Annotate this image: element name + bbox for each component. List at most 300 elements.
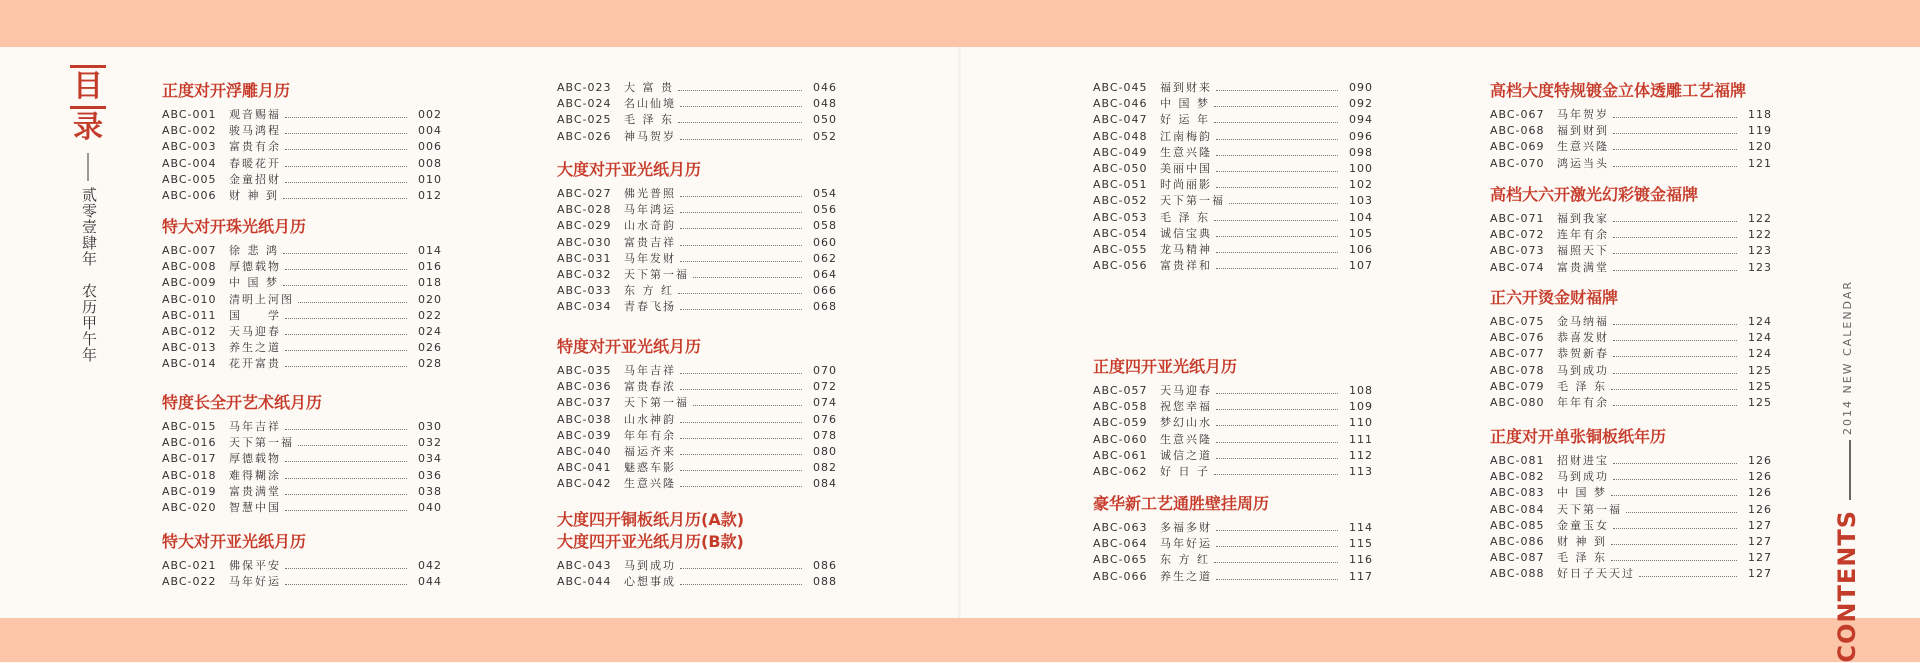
entry-code: ABC-040 [557, 444, 612, 458]
entry-code: ABC-057 [1093, 384, 1148, 397]
entry-page: 119 [1748, 124, 1772, 138]
toc-entry[interactable] [557, 283, 837, 299]
entry-page: 002 [418, 108, 442, 121]
dot-leader [1613, 324, 1737, 325]
entry-page: 088 [813, 575, 837, 589]
entry-page: 086 [813, 559, 837, 572]
dot-leader [285, 568, 407, 569]
entry-page: 127 [1748, 551, 1772, 565]
entry-code: ABC-029 [557, 219, 612, 233]
entry-code: ABC-067 [1490, 108, 1545, 121]
toc-entry[interactable] [162, 484, 442, 500]
entry-page: 125 [1748, 395, 1772, 409]
entry-name: 好日子天天过 [1557, 567, 1635, 581]
entry-name: 天下第一福 [624, 267, 689, 281]
section-heading: 大度四开亚光纸月历(B款) [557, 532, 744, 551]
toc-entry[interactable] [1490, 156, 1772, 172]
toc-entry[interactable] [162, 172, 442, 188]
toc-entry[interactable] [557, 267, 837, 283]
toc-entry[interactable] [557, 412, 837, 428]
entry-name: 名山仙境 [624, 97, 676, 111]
toc-entry[interactable] [1490, 346, 1772, 362]
toc-entry[interactable] [162, 259, 442, 275]
entry-code: ABC-049 [1093, 145, 1148, 159]
entry-name: 山水神韵 [624, 412, 676, 426]
entry-code: ABC-047 [1093, 113, 1148, 127]
entry-code: ABC-035 [557, 364, 612, 377]
entry-page: 056 [813, 203, 837, 217]
entry-name: 马年好运 [1160, 537, 1212, 551]
toc-entry[interactable] [162, 558, 442, 574]
toc-entry[interactable] [557, 251, 837, 267]
entry-page: 116 [1349, 553, 1373, 567]
dot-leader [1216, 546, 1338, 547]
entry-code: ABC-011 [162, 308, 217, 322]
toc-entry[interactable] [1093, 129, 1373, 145]
dot-leader [1611, 560, 1737, 561]
toc-entry[interactable] [1093, 415, 1373, 431]
entry-page: 042 [418, 559, 442, 572]
toc-entry[interactable] [1490, 260, 1772, 276]
entry-page: 062 [813, 251, 837, 265]
toc-entry[interactable] [1093, 569, 1373, 585]
entry-page: 126 [1748, 454, 1772, 467]
toc-entry[interactable] [1093, 177, 1373, 193]
section-heading: 特大对开珠光纸月历 [162, 217, 307, 236]
toc-entry[interactable] [1490, 139, 1772, 155]
toc-entry[interactable] [1490, 211, 1772, 227]
toc-entry[interactable] [1490, 395, 1772, 411]
toc-entry[interactable] [1490, 566, 1772, 582]
toc-entry[interactable] [1093, 520, 1373, 536]
entry-code: ABC-084 [1490, 502, 1545, 516]
entry-page: 046 [813, 81, 837, 94]
toc-entry[interactable] [1490, 363, 1772, 379]
toc-entry[interactable] [557, 428, 837, 444]
contents-mark [1827, 280, 1877, 663]
entry-code: ABC-042 [557, 477, 612, 491]
entry-name: 时尚丽影 [1160, 178, 1212, 192]
toc-entry[interactable] [162, 107, 442, 123]
entry-code: ABC-079 [1490, 379, 1545, 393]
entry-page: 058 [813, 219, 837, 233]
entry-code: ABC-025 [557, 113, 612, 127]
toc-entry[interactable] [557, 112, 837, 128]
toc-entry[interactable] [557, 574, 837, 590]
entry-name: 富贵满堂 [229, 484, 281, 498]
toc-entry[interactable] [1093, 258, 1373, 274]
entry-page: 004 [418, 124, 442, 138]
entry-name: 马年好运 [229, 575, 281, 589]
toc-title-mu: 目 [70, 65, 106, 109]
toc-entry[interactable] [162, 123, 442, 139]
section-heading: 大度对开亚光纸月历 [557, 160, 702, 179]
entry-page: 084 [813, 477, 837, 491]
entry-page: 124 [1748, 347, 1772, 361]
entry-name: 毛 泽 东 [1557, 551, 1607, 565]
entry-name: 佛保平安 [229, 559, 281, 572]
entry-code: ABC-005 [162, 172, 217, 186]
dot-leader [1613, 528, 1737, 529]
entry-page: 126 [1748, 502, 1772, 516]
entry-name: 厚德载物 [229, 452, 281, 466]
toc-entry[interactable] [557, 202, 837, 218]
toc-entry[interactable] [557, 558, 837, 574]
entry-list [1490, 107, 1772, 172]
entry-page: 098 [1349, 145, 1373, 159]
entry-name: 养生之道 [229, 341, 281, 355]
entry-list [1490, 453, 1772, 583]
entry-list [1093, 520, 1373, 585]
dot-leader [285, 182, 407, 183]
dot-leader [680, 373, 802, 374]
entry-page: 050 [813, 113, 837, 127]
entry-page: 122 [1748, 228, 1772, 242]
top-band [0, 0, 1920, 47]
calendar-label: 2014 NEW CALENDAR [1841, 280, 1854, 435]
dot-leader [285, 133, 407, 134]
entry-name: 富贵春浓 [624, 380, 676, 394]
entry-page: 012 [418, 188, 442, 202]
dot-leader [680, 245, 802, 246]
dot-leader [1216, 409, 1338, 410]
toc-entry[interactable] [162, 468, 442, 484]
entry-page: 052 [813, 129, 837, 143]
toc-entry[interactable] [557, 395, 837, 411]
entry-page: 121 [1748, 156, 1772, 170]
toc-entry[interactable] [162, 419, 442, 435]
toc-entry[interactable] [1490, 379, 1772, 395]
toc-entry[interactable] [1093, 145, 1373, 161]
entry-page: 028 [418, 357, 442, 371]
section-heading: 豪华新工艺通胜壁挂周历 [1093, 494, 1270, 513]
entry-name: 生意兴隆 [1557, 140, 1609, 154]
entry-code: ABC-069 [1490, 140, 1545, 154]
dot-leader [285, 366, 407, 367]
toc-entry[interactable] [1490, 518, 1772, 534]
entry-page: 110 [1349, 416, 1373, 430]
entry-code: ABC-080 [1490, 395, 1545, 409]
entry-code: ABC-072 [1490, 228, 1545, 242]
toc-entry[interactable] [1490, 469, 1772, 485]
entry-page: 024 [418, 324, 442, 338]
toc-entry[interactable] [1490, 107, 1772, 123]
entry-page: 010 [418, 172, 442, 186]
toc-entry[interactable] [162, 324, 442, 340]
toc-entry[interactable] [1093, 112, 1373, 128]
dot-leader [678, 90, 802, 91]
dot-leader [680, 106, 802, 107]
dot-leader [1611, 544, 1737, 545]
entry-code: ABC-041 [557, 461, 612, 475]
toc-entry[interactable] [162, 356, 442, 372]
dot-leader [298, 445, 407, 446]
dot-leader [298, 302, 407, 303]
entry-page: 020 [418, 292, 442, 306]
entry-page: 090 [1349, 81, 1373, 94]
entry-code: ABC-050 [1093, 161, 1148, 175]
dot-leader [680, 196, 802, 197]
toc-entry[interactable] [1490, 485, 1772, 501]
toc-entry[interactable] [557, 80, 837, 96]
entry-code: ABC-083 [1490, 486, 1545, 500]
entry-page: 108 [1349, 384, 1373, 397]
entry-page: 066 [813, 284, 837, 298]
entry-name: 马到成功 [1557, 470, 1609, 484]
entry-name: 富贵祥和 [1160, 259, 1212, 273]
toc-entry[interactable] [1093, 96, 1373, 112]
entry-code: ABC-023 [557, 81, 612, 94]
entry-name: 难得糊涂 [229, 468, 281, 482]
toc-entry[interactable] [1093, 432, 1373, 448]
entry-code: ABC-033 [557, 284, 612, 298]
toc-entry[interactable] [162, 139, 442, 155]
dot-leader [1613, 373, 1737, 374]
toc-entry[interactable] [557, 218, 837, 234]
entry-list [1093, 383, 1373, 480]
entry-page: 125 [1748, 363, 1772, 377]
contents-label: CONTENTS [1833, 510, 1861, 663]
dot-leader [680, 422, 802, 423]
entry-page: 060 [813, 235, 837, 249]
toc-entry[interactable] [1093, 161, 1373, 177]
entry-name: 花开富贵 [229, 357, 281, 371]
dot-leader [680, 486, 802, 487]
year-text: 贰零壹肆年 农历甲午年 [80, 187, 98, 363]
dot-leader [283, 198, 407, 199]
toc-entry[interactable] [557, 96, 837, 112]
entry-page: 120 [1748, 140, 1772, 154]
entry-name: 生意兴隆 [1160, 432, 1212, 446]
dot-leader [1613, 340, 1737, 341]
entry-code: ABC-064 [1093, 537, 1148, 551]
entry-page: 115 [1349, 537, 1373, 551]
dot-leader [1216, 579, 1338, 580]
entry-page: 105 [1349, 226, 1373, 240]
entry-name: 生意兴隆 [624, 477, 676, 491]
toc-entry[interactable] [1490, 330, 1772, 346]
entry-name: 财 神 到 [1557, 534, 1607, 548]
toc-entry[interactable] [162, 156, 442, 172]
dot-leader [1216, 236, 1338, 237]
dot-leader [1216, 155, 1338, 156]
toc-entry[interactable] [162, 451, 442, 467]
entry-code: ABC-073 [1490, 244, 1545, 258]
entry-list [557, 363, 837, 493]
toc-entry[interactable] [557, 460, 837, 476]
dot-leader [1216, 268, 1338, 269]
entry-page: 114 [1349, 521, 1373, 534]
dot-leader [285, 334, 407, 335]
entry-name: 清明上河图 [229, 292, 294, 306]
entry-name: 招财进宝 [1557, 454, 1609, 467]
toc-entry[interactable] [1093, 552, 1373, 568]
dot-leader [285, 318, 407, 319]
entry-name: 山水奇韵 [624, 219, 676, 233]
toc-section [557, 159, 837, 316]
entry-page: 054 [813, 187, 837, 200]
dot-leader [1613, 221, 1737, 222]
entry-name: 马年鸿运 [624, 203, 676, 217]
entry-list [1093, 80, 1373, 274]
dot-leader [1613, 270, 1737, 271]
entry-name: 青春飞扬 [624, 300, 676, 314]
toc-entry[interactable] [162, 243, 442, 259]
entry-code: ABC-053 [1093, 210, 1148, 224]
entry-code: ABC-020 [162, 500, 217, 514]
entry-name: 富贵满堂 [1557, 260, 1609, 274]
entry-code: ABC-058 [1093, 400, 1148, 414]
dot-leader [680, 470, 802, 471]
dot-leader [680, 438, 802, 439]
toc-entry[interactable] [162, 435, 442, 451]
toc-entry[interactable] [557, 476, 837, 492]
dot-leader [1216, 530, 1338, 531]
dot-leader [285, 149, 407, 150]
entry-code: ABC-032 [557, 267, 612, 281]
toc-entry[interactable] [1490, 502, 1772, 518]
entry-name: 马年发财 [624, 251, 676, 265]
entry-page: 117 [1349, 569, 1373, 583]
toc-entry[interactable] [1093, 536, 1373, 552]
toc-entry[interactable] [557, 444, 837, 460]
dot-leader [285, 478, 407, 479]
toc-entry[interactable] [557, 129, 837, 145]
entry-name: 好 运 年 [1160, 113, 1210, 127]
toc-entry[interactable] [1490, 534, 1772, 550]
entry-code: ABC-034 [557, 300, 612, 314]
entry-list [162, 419, 442, 516]
entry-name: 梦幻山水 [1160, 416, 1212, 430]
entry-code: ABC-068 [1490, 124, 1545, 138]
entry-page: 102 [1349, 178, 1373, 192]
toc-entry[interactable] [162, 574, 442, 590]
toc-entry[interactable] [162, 275, 442, 291]
toc-entry[interactable] [1490, 314, 1772, 330]
entry-code: ABC-065 [1093, 553, 1148, 567]
toc-entry[interactable] [162, 500, 442, 516]
toc-entry[interactable] [1093, 80, 1373, 96]
entry-page: 125 [1748, 379, 1772, 393]
toc-entry[interactable] [162, 188, 442, 204]
entry-name: 连年有余 [1557, 228, 1609, 242]
entry-code: ABC-039 [557, 428, 612, 442]
entry-page: 040 [418, 500, 442, 514]
dot-leader [1613, 133, 1737, 134]
dot-leader [1216, 458, 1338, 459]
toc-entry[interactable] [1093, 226, 1373, 242]
entry-code: ABC-007 [162, 244, 217, 257]
entry-page: 111 [1349, 432, 1373, 446]
entry-code: ABC-014 [162, 357, 217, 371]
entry-code: ABC-043 [557, 559, 612, 572]
toc-entry[interactable] [1490, 227, 1772, 243]
entry-page: 076 [813, 412, 837, 426]
entry-page: 124 [1748, 315, 1772, 328]
section-heading: 正度对开浮雕月历 [162, 81, 291, 100]
entry-page: 124 [1748, 331, 1772, 345]
toc-entry[interactable] [1093, 448, 1373, 464]
toc-entry[interactable] [1093, 242, 1373, 258]
entry-name: 马到成功 [1557, 363, 1609, 377]
entry-code: ABC-022 [162, 575, 217, 589]
toc-section [162, 80, 442, 204]
toc-section [162, 216, 442, 373]
toc-entry[interactable] [162, 340, 442, 356]
entry-code: ABC-013 [162, 341, 217, 355]
entry-page: 044 [418, 575, 442, 589]
section-heading: 正六开烫金财福牌 [1490, 288, 1619, 307]
toc-section [1490, 426, 1772, 583]
toc-entry[interactable] [1093, 383, 1373, 399]
toc-entry[interactable] [557, 363, 837, 379]
toc-entry[interactable] [557, 186, 837, 202]
dot-leader [1613, 166, 1737, 167]
entry-code: ABC-015 [162, 420, 217, 433]
toc-entry[interactable] [162, 308, 442, 324]
entry-name: 中 国 梦 [1160, 97, 1210, 111]
toc-entry[interactable] [1490, 550, 1772, 566]
entry-name: 毛 泽 东 [1160, 210, 1210, 224]
dot-leader [678, 293, 802, 294]
section-heading: 正度对开单张铜板纸年历 [1490, 427, 1667, 446]
toc-section [162, 392, 442, 516]
entry-page: 096 [1349, 129, 1373, 143]
entry-name: 恭贺新春 [1557, 347, 1609, 361]
entry-code: ABC-076 [1490, 331, 1545, 345]
entry-page: 036 [418, 468, 442, 482]
entry-name: 年年有余 [624, 428, 676, 442]
entry-page: 006 [418, 140, 442, 154]
entry-code: ABC-037 [557, 396, 612, 410]
entry-code: ABC-078 [1490, 363, 1545, 377]
entry-code: ABC-031 [557, 251, 612, 265]
entry-page: 127 [1748, 518, 1772, 532]
toc-entry[interactable] [162, 292, 442, 308]
dot-leader [285, 117, 407, 118]
toc-entry[interactable] [557, 379, 837, 395]
dot-leader [1216, 90, 1338, 91]
toc-entry[interactable] [557, 235, 837, 251]
toc-entry[interactable] [1093, 210, 1373, 226]
toc-entry[interactable] [1490, 243, 1772, 259]
toc-entry[interactable] [1093, 193, 1373, 209]
entry-name: 天下第一福 [1160, 194, 1225, 208]
toc-title-lu: 录 [73, 110, 103, 145]
toc-entry[interactable] [1093, 399, 1373, 415]
entry-page: 100 [1349, 161, 1373, 175]
toc-section [1490, 80, 1772, 172]
entry-code: ABC-004 [162, 156, 217, 170]
entry-name: 智慧中国 [229, 500, 281, 514]
entry-name: 大 富 贵 [624, 81, 674, 94]
toc-entry[interactable] [1490, 453, 1772, 469]
entry-page: 127 [1748, 534, 1772, 548]
entry-code: ABC-061 [1093, 448, 1148, 462]
toc-entry[interactable] [1093, 464, 1373, 480]
entry-name: 马年贺岁 [1557, 108, 1609, 121]
entry-code: ABC-059 [1093, 416, 1148, 430]
toc-entry[interactable] [1490, 123, 1772, 139]
toc-title [70, 65, 110, 363]
toc-entry[interactable] [557, 299, 837, 315]
entry-code: ABC-009 [162, 276, 217, 290]
dot-leader [1216, 425, 1338, 426]
dot-leader [1639, 576, 1737, 577]
title-divider [87, 153, 89, 181]
entry-page: 118 [1748, 108, 1772, 121]
dot-leader [285, 510, 407, 511]
